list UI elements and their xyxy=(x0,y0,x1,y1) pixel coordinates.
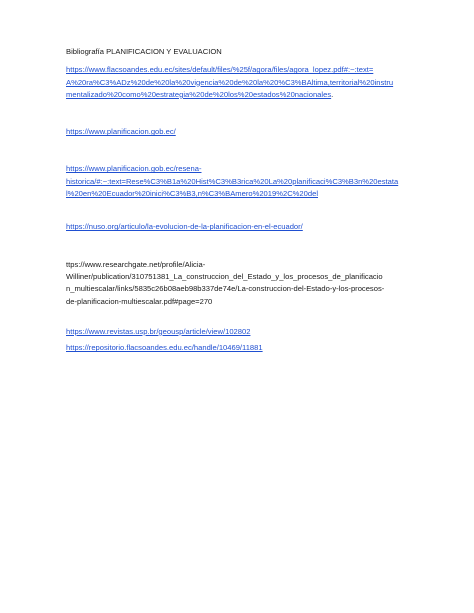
reference-link-line[interactable]: mentalizado%20como%20estrategia%20de%20los%20estados%20nacionales xyxy=(66,89,332,99)
reference-link-line[interactable]: https://nuso.org/articulo/la-evolucion-de-la-planificacion-en-el-ecuador/ xyxy=(66,222,303,232)
reference-link-line[interactable]: https://www.flacsoandes.edu.ec/sites/default/files/%25f/agora/files/agora_lopez.pdf#:~:text= xyxy=(66,65,374,75)
reference-link-line[interactable]: A%20ra%C3%ADz%20de%20la%20vigencia%20de%20la%20%C3%BAltima,territorial%20instru xyxy=(66,77,394,87)
reference-link-line[interactable]: https://repositorio.flacsoandes.edu.ec/handle/10469/11881 xyxy=(66,343,263,353)
spacer xyxy=(66,308,410,326)
reference-text-line: n_multiescalar/links/5835c26b08aeb98b337de74e/La-construccion-del-Estado-y-los-procesos- xyxy=(66,284,385,294)
document-title: Bibliografía PLANIFICACION Y EVALUACION xyxy=(66,47,222,56)
reference-trailing-period: . xyxy=(331,89,334,99)
reference-revistas-usp xyxy=(66,326,410,338)
reference-text-line: de-planificacion-multiescalar.pdf#page=270 xyxy=(66,296,213,306)
reference-link-line[interactable]: historica/#:~:text=Rese%C3%B1a%20Hist%C3%B3rica%20La%20planificaci%C3%B3n%20estata xyxy=(66,176,399,186)
spacer xyxy=(66,101,410,126)
reference-link-line[interactable]: https://www.planificacion.gob.ec/resena- xyxy=(66,164,202,174)
reference-planificacion-resena xyxy=(66,163,410,200)
spacer xyxy=(66,200,410,221)
reference-link-line[interactable]: l%20en%20Ecuador%20inici%C3%B3,n%C3%BAmero%2019%2C%20del xyxy=(66,189,319,199)
reference-link-line[interactable]: https://www.revistas.usp.br/geousp/article/view/102802 xyxy=(66,326,251,336)
spacer xyxy=(66,234,410,259)
reference-text-line: ttps://www.researchgate.net/profile/Alicia- xyxy=(66,259,206,269)
document-body xyxy=(66,46,410,354)
reference-link-line[interactable]: https://www.planificacion.gob.ec/ xyxy=(66,127,176,137)
reference-flacso-agora xyxy=(66,64,410,101)
reference-nuso-article xyxy=(66,221,410,233)
reference-researchgate xyxy=(66,259,410,308)
reference-text-line: Williner/publication/310751381_La_construccion_del_Estado_y_los_procesos_de_planificacio xyxy=(66,271,383,281)
reference-repositorio-flacso xyxy=(66,342,410,354)
spacer xyxy=(66,138,410,163)
reference-planificacion-home xyxy=(66,126,410,138)
